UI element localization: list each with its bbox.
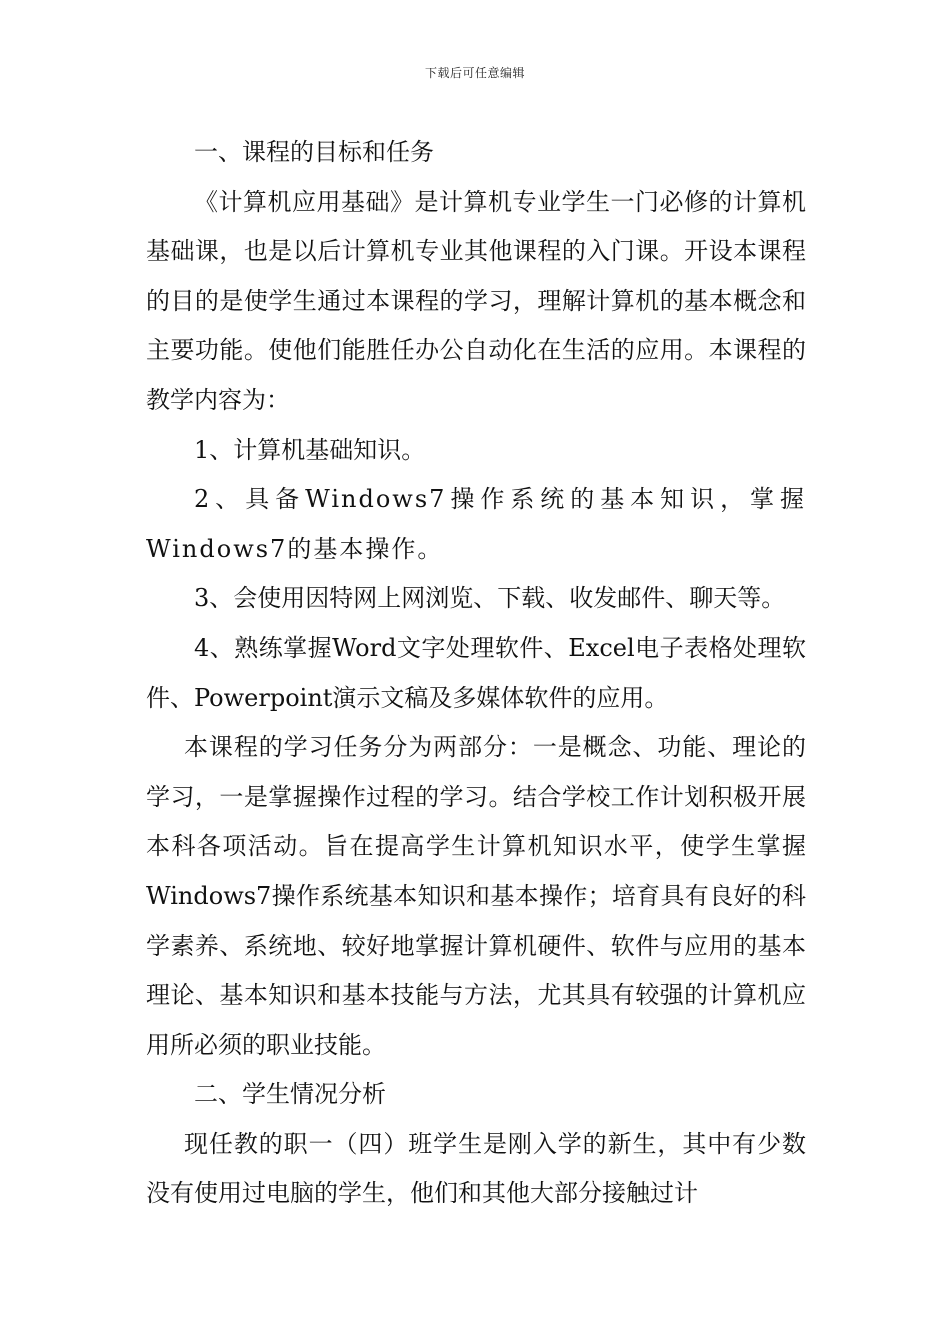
- students-paragraph: 现任教的职一（四）班学生是刚入学的新生，其中有少数没有使用过电脑的学生，他们和其他大部分接触过计: [146, 1129, 806, 1208]
- section-2-heading: 二、学生情况分析: [194, 1080, 386, 1109]
- tasks-paragraph: 本课程的学习任务分为两部分：一是概念、功能、理论的学习，一是掌握操作过程的学习。结合学校工作计划积极开展本科各项活动。旨在提高学生计算机知识水平，使学生掌握Windows7操作系统基本知识和基本操作；培育具有良好的科学素养、系统地、较好地掌握计算机硬件、软件与应用的基本理论、基本知识和基本技能与方法，尤其具有较强的计算机应用所必须的职业技能。: [146, 733, 806, 1059]
- list-item-1: 1、计算机基础知识。: [194, 435, 426, 464]
- list-item-4: 4、熟练掌握Word文字处理软件、Excel电子表格处理软件、Powerpoint演示文稿及多媒体软件的应用。: [146, 633, 806, 712]
- page-header: 下载后可任意编辑: [424, 66, 525, 80]
- list-item-3: 3、会使用因特网上网浏览、下载、收发邮件、聊天等。: [194, 584, 786, 613]
- section-1-heading: 一、课程的目标和任务: [194, 138, 434, 166]
- intro-paragraph: 《计算机应用基础》是计算机专业学生一门必修的计算机基础课，也是以后计算机专业其他课程的入门课。开设本课程的目的是使学生通过本课程的学习，理解计算机的基本概念和主要功能。使他们能胜任办公自动化在生活的应用。本课程的教学内容为：: [146, 187, 806, 414]
- document-body: [146, 128, 806, 1219]
- list-item-2: 2、具备Windows7操作系统的基本知识，掌握Windows7的基本操作。: [146, 485, 806, 563]
